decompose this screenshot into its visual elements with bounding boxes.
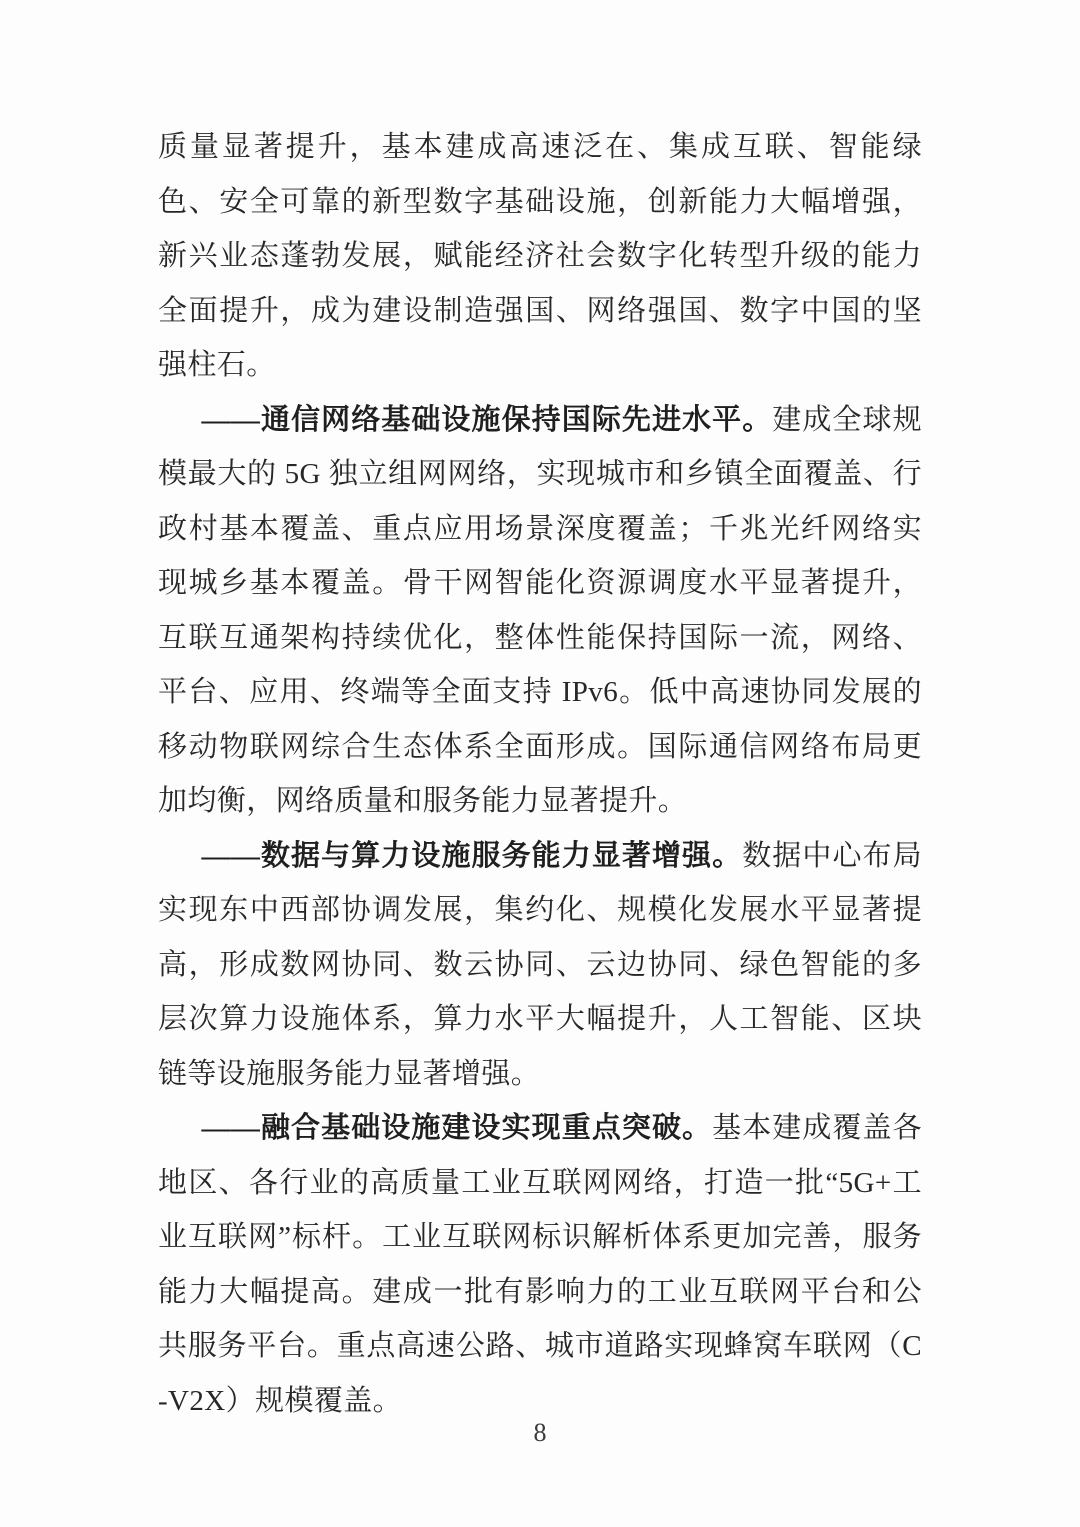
document-body [158,120,922,1428]
paragraph-converged-infrastructure [158,1101,922,1428]
paragraph-continuation [158,120,922,393]
page-number: 8 [533,1418,547,1447]
paragraph-lead: ——融合基础设施建设实现重点突破。 [201,1112,713,1144]
paragraph-text: 基本建成覆盖各地区、各行业的高质量工业互联网网络，打造一批“5G+工业互联网”标杆。工业互联网标识解析体系更加完善，服务能力大幅提高。建成一批有影响力的工业互联网平台和公共服务平台。重点高速公路、城市道路实现蜂窝车联网（C-V2X）规模覆盖。 [158,1112,922,1417]
paragraph-text: 数据中心布局实现东中西部协调发展，集约化、规模化发展水平显著提高，形成数网协同、数云协同、云边协同、绿色智能的多层次算力设施体系，算力水平大幅提升，人工智能、区块链等设施服务能力显著增强。 [158,839,923,1090]
paragraph-data-computing [158,829,922,1102]
paragraph-network-infrastructure [158,393,922,829]
paragraph-text: 建成全球规模最大的 5G 独立组网网络，实现城市和乡镇全面覆盖、行政村基本覆盖、重点应用场景深度覆盖；千兆光纤网络实现城乡基本覆盖。骨干网智能化资源调度水平显著提升，互联互通架构持续优化，整体性能保持国际一流，网络、平台、应用、终端等全面支持 IPv6。低中高速协同发展的移动物联网综合生态体系全面形成。国际通信网络布局更加均衡，网络质量和服务能力显著提升。 [158,403,922,817]
paragraph-lead: ——通信网络基础设施保持国际先进水平。 [201,403,773,436]
paragraph-text: 质量显著提升，基本建成高速泛在、集成互联、智能绿色、安全可靠的新型数字基础设施，创新能力大幅增强，新兴业态蓬勃发展，赋能经济社会数字化转型升级的能力全面提升，成为建设制造强国、网络强国、数字中国的坚强柱石。 [158,131,922,381]
paragraph-lead: ——数据与算力设施服务能力显著增强。 [201,839,743,872]
